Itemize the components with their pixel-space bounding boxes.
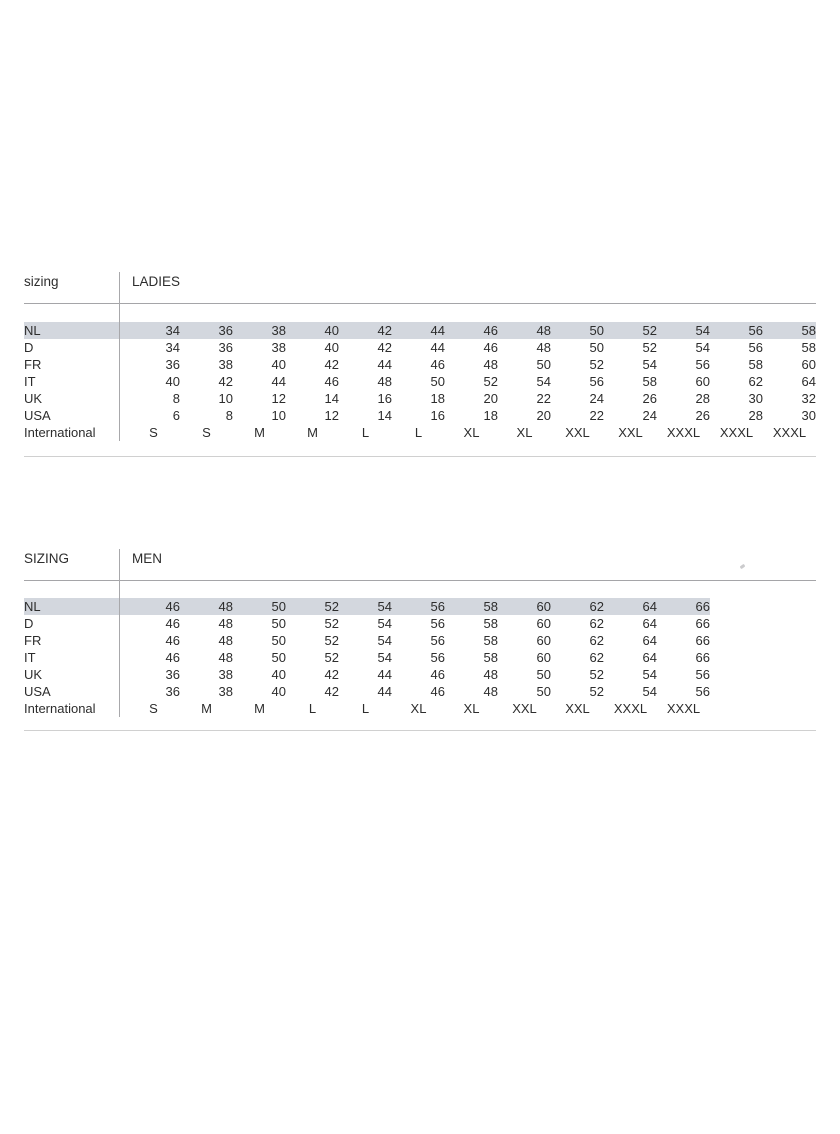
scan-artifact-speck — [740, 564, 746, 569]
size-value-cell: 8 — [172, 391, 180, 406]
size-value-cell: 36 — [165, 667, 180, 682]
size-value-cell: 58 — [483, 616, 498, 631]
size-value-cell: L — [361, 701, 370, 716]
table-row-uk — [24, 666, 710, 683]
row-label: NL — [24, 323, 41, 338]
row-label: FR — [24, 633, 42, 648]
size-value-cell: 50 — [536, 357, 551, 372]
row-label: International — [24, 701, 96, 716]
size-value-cell: 52 — [324, 599, 339, 614]
size-value-cell: 64 — [801, 374, 816, 389]
ladies-header-rule — [24, 303, 816, 304]
size-value-cell: 8 — [225, 408, 233, 423]
size-value-cell: 24 — [589, 391, 604, 406]
size-value-cell: 54 — [642, 667, 657, 682]
size-value-cell: 52 — [324, 650, 339, 665]
size-value-cell: 46 — [324, 374, 339, 389]
size-value-cell: 48 — [483, 357, 498, 372]
size-value-cell: XL — [516, 425, 533, 440]
size-value-cell: 50 — [271, 650, 286, 665]
size-value-cell: 60 — [695, 374, 710, 389]
size-value-cell: 22 — [589, 408, 604, 423]
size-value-cell: 20 — [536, 408, 551, 423]
size-value-cell: 52 — [324, 616, 339, 631]
size-value-cell: 44 — [271, 374, 286, 389]
size-value-cell: XXXL — [719, 425, 754, 440]
size-value-cell: 28 — [748, 408, 763, 423]
size-value-cell: 66 — [695, 633, 710, 648]
table-row-it — [24, 373, 816, 390]
size-value-cell: XXXL — [613, 701, 648, 716]
table-row-d — [24, 339, 816, 356]
size-value-cell: 30 — [801, 408, 816, 423]
size-value-cell: S — [149, 701, 158, 716]
size-value-cell: 58 — [801, 340, 816, 355]
size-value-cell: 12 — [271, 391, 286, 406]
size-value-cell: 50 — [430, 374, 445, 389]
size-value-cell: L — [414, 425, 423, 440]
size-value-cell: 58 — [483, 650, 498, 665]
size-value-cell: S — [202, 425, 211, 440]
size-value-cell: 48 — [377, 374, 392, 389]
size-value-cell: M — [307, 425, 318, 440]
size-value-cell: 60 — [536, 650, 551, 665]
size-value-cell: 46 — [165, 616, 180, 631]
size-value-cell: 54 — [377, 599, 392, 614]
size-value-cell: 56 — [695, 667, 710, 682]
ladies-group-label: LADIES — [132, 274, 181, 289]
size-value-cell: 36 — [165, 684, 180, 699]
size-value-cell: 52 — [589, 357, 604, 372]
size-value-cell: 46 — [483, 340, 498, 355]
size-value-cell: 60 — [536, 599, 551, 614]
men-size-table — [24, 547, 816, 739]
size-value-cell: 56 — [695, 684, 710, 699]
size-value-cell: 22 — [536, 391, 551, 406]
row-label: USA — [24, 408, 51, 423]
size-value-cell: 52 — [324, 633, 339, 648]
size-value-cell: L — [361, 425, 370, 440]
size-value-cell: 58 — [642, 374, 657, 389]
size-value-cell: 58 — [748, 357, 763, 372]
men-header-rule — [24, 580, 816, 581]
ladies-table-title: sizing — [24, 274, 59, 289]
size-value-cell: 24 — [642, 408, 657, 423]
size-value-cell: XXL — [512, 701, 537, 716]
size-value-cell: XL — [410, 701, 427, 716]
size-value-cell: 54 — [695, 340, 710, 355]
row-label: D — [24, 340, 34, 355]
row-label: FR — [24, 357, 42, 372]
table-row-uk — [24, 390, 816, 407]
size-value-cell: 50 — [589, 323, 604, 338]
size-value-cell: 48 — [483, 684, 498, 699]
table-row-d — [24, 615, 710, 632]
size-value-cell: 52 — [642, 340, 657, 355]
men-rows — [24, 598, 710, 717]
size-value-cell: L — [308, 701, 317, 716]
size-value-cell: 34 — [165, 323, 180, 338]
size-value-cell: 56 — [589, 374, 604, 389]
size-value-cell: 40 — [165, 374, 180, 389]
men-bottom-rule — [24, 730, 816, 731]
size-value-cell: 50 — [271, 633, 286, 648]
size-value-cell: 28 — [695, 391, 710, 406]
table-row-fr — [24, 632, 710, 649]
size-value-cell: 66 — [695, 650, 710, 665]
row-label: USA — [24, 684, 51, 699]
size-value-cell: 26 — [642, 391, 657, 406]
size-value-cell: 60 — [801, 357, 816, 372]
size-value-cell: 44 — [430, 340, 445, 355]
size-value-cell: 40 — [271, 357, 286, 372]
size-value-cell: 52 — [483, 374, 498, 389]
size-value-cell: 20 — [483, 391, 498, 406]
size-value-cell: 40 — [324, 323, 339, 338]
size-value-cell: 48 — [218, 616, 233, 631]
table-row-nl — [24, 598, 710, 615]
size-value-cell: 64 — [642, 650, 657, 665]
ladies-column-divider — [119, 272, 120, 441]
size-value-cell: 56 — [430, 599, 445, 614]
row-label: UK — [24, 667, 43, 682]
size-value-cell: 38 — [218, 667, 233, 682]
row-label: UK — [24, 391, 43, 406]
size-value-cell: 12 — [324, 408, 339, 423]
size-value-cell: 32 — [801, 391, 816, 406]
size-value-cell: 44 — [377, 684, 392, 699]
size-value-cell: XL — [463, 701, 480, 716]
size-value-cell: 40 — [324, 340, 339, 355]
size-value-cell: 16 — [430, 408, 445, 423]
size-value-cell: 42 — [218, 374, 233, 389]
size-value-cell: 58 — [483, 599, 498, 614]
size-value-cell: 48 — [218, 633, 233, 648]
size-value-cell: 38 — [218, 357, 233, 372]
size-value-cell: 56 — [748, 340, 763, 355]
size-value-cell: 52 — [589, 667, 604, 682]
size-value-cell: 10 — [271, 408, 286, 423]
size-value-cell: 26 — [695, 408, 710, 423]
table-row-usa — [24, 683, 710, 700]
row-label: D — [24, 616, 34, 631]
size-value-cell: 48 — [218, 599, 233, 614]
size-value-cell: 38 — [271, 340, 286, 355]
size-value-cell: 54 — [642, 357, 657, 372]
size-value-cell: 54 — [377, 616, 392, 631]
ladies-size-table — [24, 270, 816, 462]
size-value-cell: 42 — [377, 323, 392, 338]
men-column-divider — [119, 549, 120, 717]
size-value-cell: 46 — [165, 633, 180, 648]
row-label: NL — [24, 599, 41, 614]
size-value-cell: XXL — [565, 701, 590, 716]
size-value-cell: 14 — [324, 391, 339, 406]
size-value-cell: 42 — [377, 340, 392, 355]
table-row-usa — [24, 407, 816, 424]
size-value-cell: M — [201, 701, 212, 716]
table-row-it — [24, 649, 710, 666]
size-value-cell: XXL — [565, 425, 590, 440]
size-value-cell: 46 — [483, 323, 498, 338]
size-value-cell: S — [149, 425, 158, 440]
size-value-cell: 44 — [377, 357, 392, 372]
size-value-cell: 62 — [589, 599, 604, 614]
size-value-cell: 48 — [483, 667, 498, 682]
table-row-fr — [24, 356, 816, 373]
size-value-cell: 38 — [218, 684, 233, 699]
size-value-cell: 62 — [589, 633, 604, 648]
size-value-cell: 42 — [324, 667, 339, 682]
size-value-cell: 44 — [430, 323, 445, 338]
size-value-cell: 62 — [748, 374, 763, 389]
size-value-cell: 56 — [748, 323, 763, 338]
size-value-cell: 10 — [218, 391, 233, 406]
size-value-cell: 40 — [271, 667, 286, 682]
size-value-cell: M — [254, 701, 265, 716]
size-value-cell: 42 — [324, 357, 339, 372]
size-value-cell: 56 — [430, 633, 445, 648]
size-value-cell: 66 — [695, 616, 710, 631]
size-value-cell: 48 — [536, 340, 551, 355]
size-value-cell: 46 — [165, 599, 180, 614]
size-value-cell: 64 — [642, 633, 657, 648]
size-value-cell: 50 — [536, 684, 551, 699]
size-value-cell: 52 — [642, 323, 657, 338]
ladies-rows — [24, 322, 816, 441]
size-value-cell: 44 — [377, 667, 392, 682]
size-value-cell: 18 — [483, 408, 498, 423]
row-label: International — [24, 425, 96, 440]
size-value-cell: 42 — [324, 684, 339, 699]
size-value-cell: 50 — [271, 616, 286, 631]
size-value-cell: 50 — [589, 340, 604, 355]
men-table-title: SIZING — [24, 551, 70, 566]
size-value-cell: 64 — [642, 616, 657, 631]
size-value-cell: 38 — [271, 323, 286, 338]
size-value-cell: 48 — [218, 650, 233, 665]
size-value-cell: 62 — [589, 616, 604, 631]
size-value-cell: 46 — [430, 684, 445, 699]
men-group-label: MEN — [132, 551, 162, 566]
size-value-cell: 36 — [218, 340, 233, 355]
size-value-cell: 48 — [536, 323, 551, 338]
size-value-cell: 62 — [589, 650, 604, 665]
size-value-cell: 36 — [165, 357, 180, 372]
size-value-cell: 14 — [377, 408, 392, 423]
size-value-cell: 34 — [165, 340, 180, 355]
size-value-cell: 64 — [642, 599, 657, 614]
size-value-cell: XXL — [618, 425, 643, 440]
size-value-cell: 60 — [536, 616, 551, 631]
size-value-cell: 58 — [483, 633, 498, 648]
size-value-cell: 16 — [377, 391, 392, 406]
table-row-international — [24, 700, 710, 717]
size-value-cell: 60 — [536, 633, 551, 648]
size-value-cell: 40 — [271, 684, 286, 699]
size-value-cell: 54 — [536, 374, 551, 389]
size-value-cell: 56 — [695, 357, 710, 372]
size-value-cell: M — [254, 425, 265, 440]
size-value-cell: XL — [463, 425, 480, 440]
row-label: IT — [24, 650, 36, 665]
size-value-cell: 18 — [430, 391, 445, 406]
size-value-cell: 58 — [801, 323, 816, 338]
size-value-cell: 54 — [695, 323, 710, 338]
size-value-cell: 36 — [218, 323, 233, 338]
size-value-cell: XXXL — [666, 701, 701, 716]
size-value-cell: XXXL — [666, 425, 701, 440]
size-value-cell: 54 — [377, 650, 392, 665]
size-value-cell: 30 — [748, 391, 763, 406]
table-row-nl — [24, 322, 816, 339]
size-value-cell: 56 — [430, 616, 445, 631]
size-value-cell: 54 — [377, 633, 392, 648]
size-value-cell: 6 — [172, 408, 180, 423]
size-value-cell: 46 — [430, 357, 445, 372]
size-value-cell: 50 — [536, 667, 551, 682]
size-value-cell: 56 — [430, 650, 445, 665]
size-value-cell: 54 — [642, 684, 657, 699]
table-row-international — [24, 424, 816, 441]
size-value-cell: XXXL — [772, 425, 807, 440]
size-value-cell: 66 — [695, 599, 710, 614]
size-value-cell: 50 — [271, 599, 286, 614]
size-value-cell: 52 — [589, 684, 604, 699]
row-label: IT — [24, 374, 36, 389]
ladies-bottom-rule — [24, 456, 816, 457]
size-value-cell: 46 — [165, 650, 180, 665]
size-value-cell: 46 — [430, 667, 445, 682]
